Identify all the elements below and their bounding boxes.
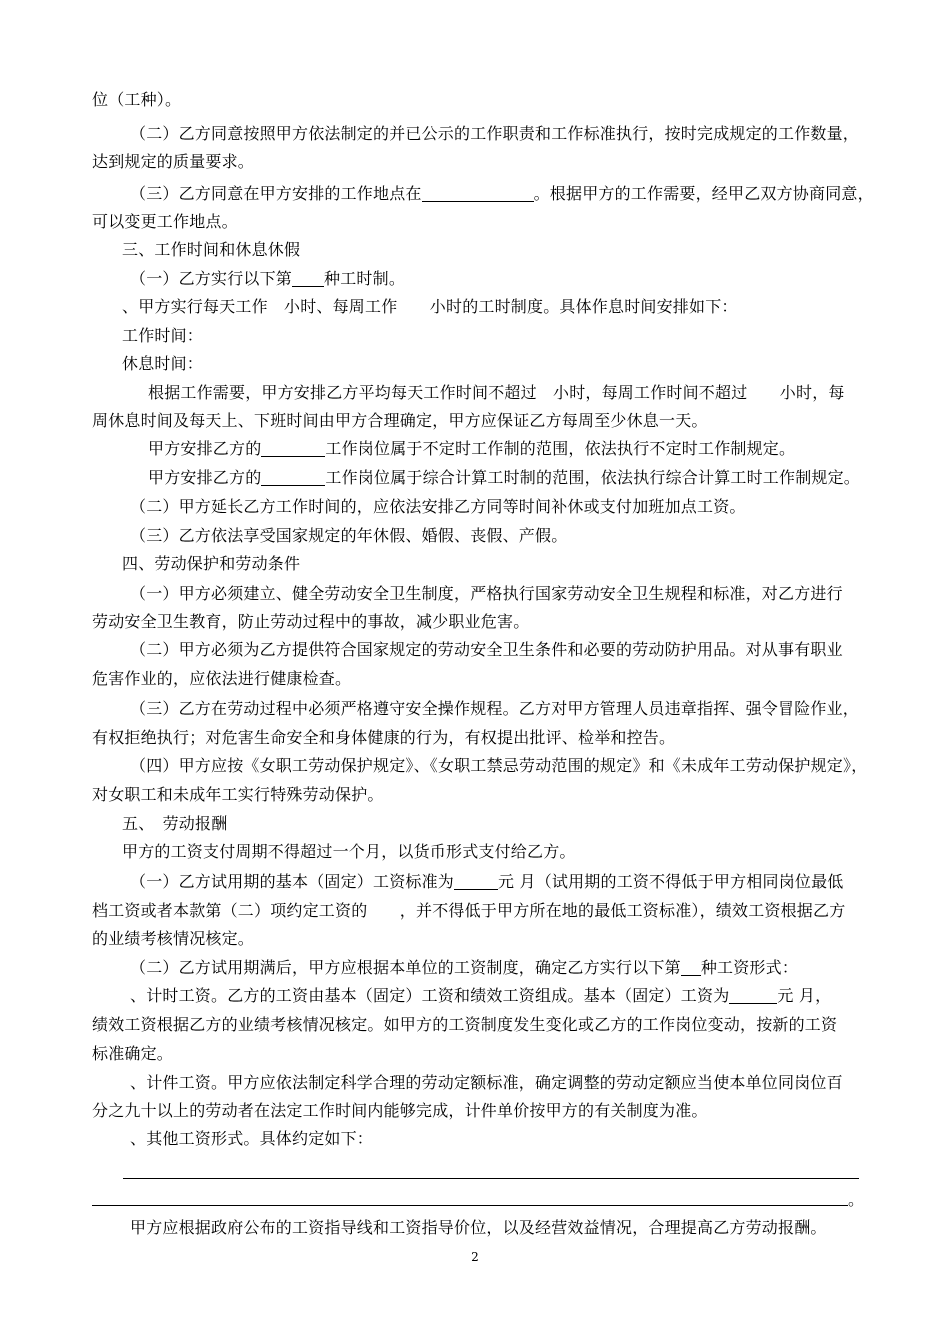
text-line: 甲方应根据政府公布的工资指导线和工资指导价位，以及经营效益情况，合理提高乙方劳动报酬。 [130,1218,827,1237]
fill-in-line [123,1178,859,1179]
text-line: 休息时间： [122,354,204,373]
text-line: 甲方的工资支付周期不得超过一个月，以货币形式支付给乙方。 [122,842,576,861]
text-segment: （二）乙方试用期满后，甲方应根据本单位的工资制度，确定乙方实行以下第 [130,958,681,977]
text-line: （二）甲方延长乙方工作时间的，应依法安排乙方同等时间补休或支付加班加点工资。 [130,497,746,516]
text-segment: （三）乙方同意在甲方安排的工作地点在 [130,184,422,203]
text-line [130,184,910,204]
text-segment: （一）乙方试用期的基本（固定）工资标准为 [130,872,455,891]
text-line: 周休息时间及每天上、下班时间由甲方合理确定，甲方应保证乙方每周至少休息一天。 [92,411,708,430]
blank-line [422,185,534,202]
text-line [148,468,928,488]
text-line: 分之九十以上的劳动者在法定工作时间内能够完成，计件单价按甲方的有关制度为准。 [92,1101,708,1120]
text-line: 、计件工资。甲方应依法制定科学合理的劳动定额标准，确定调整的劳动定额应当使本单位同岗位百 [130,1073,843,1092]
fill-in-line [92,1205,848,1206]
text-line: 的业绩考核情况核定。 [92,929,255,948]
text-segment: （一）乙方实行以下第 [130,269,293,288]
text-line: 危害作业的，应依法进行健康检查。 [92,669,352,688]
text-line [148,439,928,459]
text-line: （三）乙方依法享受国家规定的年休假、婚假、丧假、产假。 [130,526,568,545]
text-line: 绩效工资根据乙方的业绩考核情况核定。如甲方的工资制度发生变化或乙方的工作岗位变动，按新的工资 [92,1015,838,1034]
text-segment: 元 月（试用期的工资不得低于甲方相同岗位最低 [498,872,844,891]
blank-line [454,873,498,890]
blank-line [681,959,701,976]
section-heading: 四、劳动保护和劳动条件 [122,554,301,573]
section-heading: 五、 劳动报酬 [122,814,228,833]
text-line [130,986,910,1006]
text-line: 、甲方实行每天工作 小时、每周工作 小时的工时制度。具体作息时间安排如下： [122,297,738,316]
text-line: 根据工作需要，甲方安排乙方平均每天工作时间不超过 小时，每周工作时间不超过 小时，每 [148,383,845,402]
blank-line [261,440,325,457]
text-line: 对女职工和未成年工实行特殊劳动保护。 [92,785,384,804]
blank-line [729,987,777,1004]
text-segment: 、计时工资。乙方的工资由基本（固定）工资和绩效工资组成。基本（固定）工资为 [130,986,730,1005]
text-line: 。 [848,1190,865,1209]
text-line: 、其他工资形式。具体约定如下： [130,1129,374,1148]
text-line: （二）甲方必须为乙方提供符合国家规定的劳动安全卫生条件和必要的劳动防护用品。对从事有职业 [130,640,843,659]
text-line [130,872,910,892]
text-segment: 工作岗位属于不定时工作制的范围，依法执行不定时工作制规定。 [325,439,796,458]
text-line: 达到规定的质量要求。 [92,152,255,171]
text-line: 劳动安全卫生教育，防止劳动过程中的事故，减少职业危害。 [92,612,530,631]
blank-line [292,270,324,287]
text-line: （四）甲方应按《女职工劳动保护规定》、《女职工禁忌劳动范围的规定》和《未成年工劳动保护规定》， [130,756,868,775]
text-line [130,958,910,978]
text-segment: 种工时制。 [324,269,406,288]
text-segment: 种工资形式： [700,958,799,977]
text-segment: 。根据甲方的工作需要，经甲乙双方协商同意， [533,184,874,203]
text-line: 位（工种）。 [92,90,182,109]
text-line: （三）乙方在劳动过程中必须严格遵守安全操作规程。乙方对甲方管理人员违章指挥、强令冒险作业， [130,699,860,718]
blank-line [261,469,325,486]
text-segment: 工作岗位属于综合计算工时制的范围，依法执行综合计算工时工作制规定。 [325,468,861,487]
text-line: 工作时间： [122,326,204,345]
text-line: 标准确定。 [92,1044,174,1063]
text-segment: 甲方安排乙方的 [148,468,262,487]
text-line: （二）乙方同意按照甲方依法制定的并已公示的工作职责和工作标准执行，按时完成规定的工作数量， [130,124,860,143]
text-line: 档工资或者本款第（二）项约定工资的 ，并不得低于甲方所在地的最低工资标准），绩效工资根据乙方 [92,901,846,920]
page-number: 2 [471,1250,479,1264]
text-line: （一）甲方必须建立、健全劳动安全卫生制度，严格执行国家劳动安全卫生规程和标准，对乙方进行 [130,584,843,603]
text-line: 可以变更工作地点。 [92,212,238,231]
section-heading: 三、工作时间和休息休假 [122,240,301,259]
text-segment: 甲方安排乙方的 [148,439,262,458]
text-segment: 元 月， [777,986,832,1005]
text-line: 有权拒绝执行；对危害生命安全和身体健康的行为，有权提出批评、检举和控告。 [92,728,676,747]
text-line [130,269,910,289]
